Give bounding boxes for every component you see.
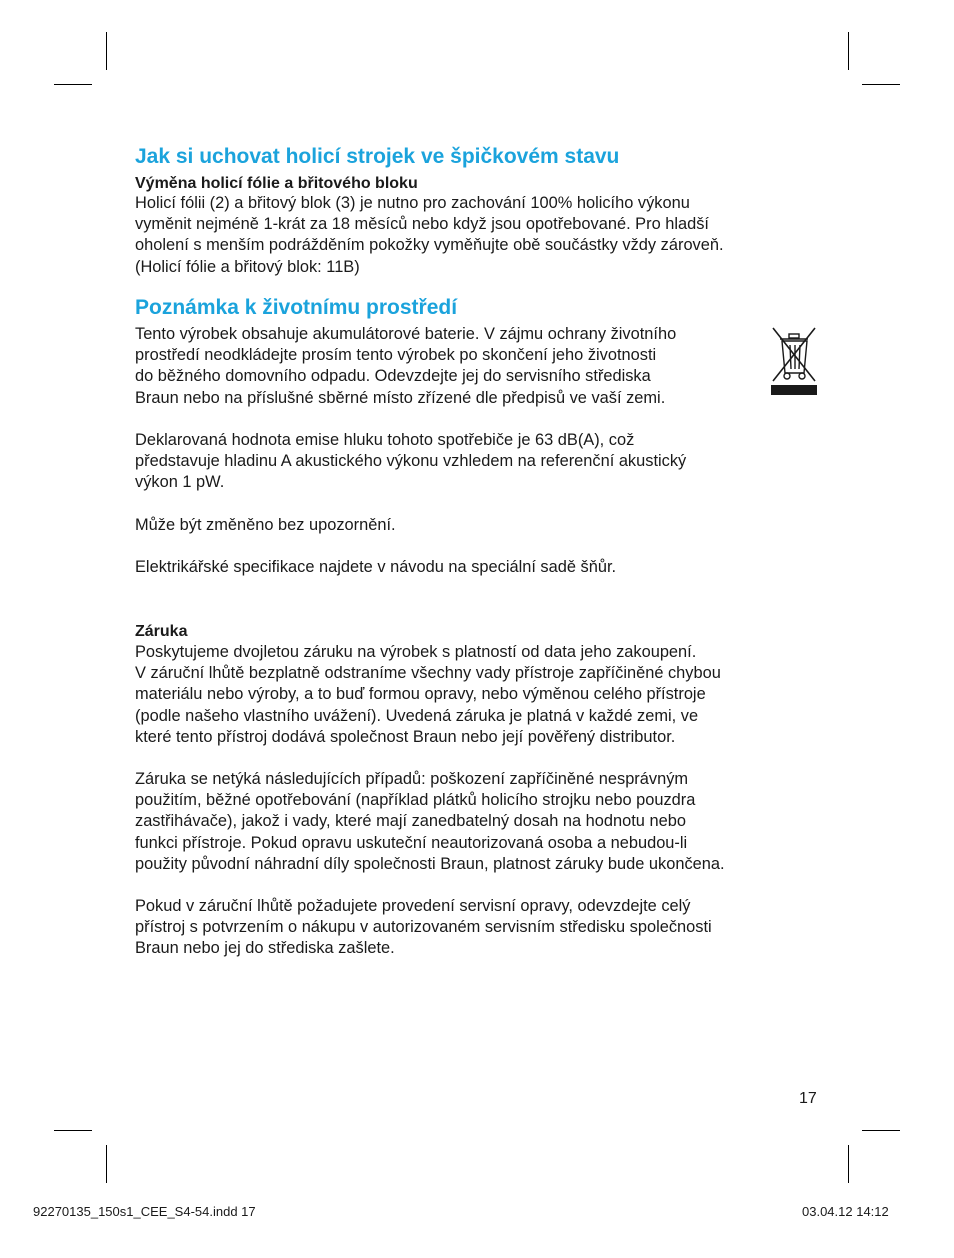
environment-paragraph	[135, 324, 676, 409]
crop-mark	[848, 1145, 849, 1183]
crop-mark	[106, 32, 107, 70]
text-line: (podle našeho vlastního uvážení). Uvedená záruka je platná v každé zemi, ve	[135, 706, 699, 725]
warranty-paragraph-3	[135, 896, 712, 960]
crop-mark	[848, 32, 849, 70]
text-line: Záruka se netýká následujících případů: poškození zapříčiněné nesprávným	[135, 770, 689, 788]
text-line: představuje hladinu A akustického výkonu vzhledem na referenční akustický	[135, 452, 687, 471]
text-line: Braun nebo jej do střediska zašlete.	[135, 939, 395, 958]
text-line: použity původní náhradní díly společnosti Braun, platnost záruky bude ukončena.	[135, 854, 725, 873]
maintenance-paragraph	[135, 193, 724, 278]
warranty-title: Záruka	[135, 623, 188, 640]
noise-paragraph	[135, 430, 686, 494]
change-notice	[135, 515, 396, 536]
text-line: Holicí fólii (2) a břitový blok (3) je nutno pro zachování 100% holicího výkonu	[135, 194, 690, 212]
text-line: Pokud v záruční lhůtě požadujete provedení servisní opravy, odevzdejte celý	[135, 897, 691, 915]
text-line: funkci přístroje. Pokud opravu uskuteční neautorizovaná osoba a nebudou-li	[135, 833, 688, 852]
text-line: Braun nebo na příslušné sběrné místo zřízené dle předpisů ve vaší zemi.	[135, 388, 666, 407]
text-line: výkon 1 pW.	[135, 473, 225, 492]
section-title-environment: Poznámka k životnímu prostředí	[135, 296, 458, 319]
crop-mark	[54, 1130, 92, 1131]
crossed-out-wheelie-bin-icon	[770, 325, 818, 397]
text-line: přístroj s potvrzením o nákupu v autorizovaném servisním středisku společnosti	[135, 918, 712, 937]
text-line: Deklarovaná hodnota emise hluku tohoto spotřebiče je 63 dB(A), což	[135, 431, 635, 449]
text-line: vyměnit nejméně 1-krát za 18 měsíců nebo když jsou opotřebované. Pro hladší	[135, 215, 709, 234]
text-line: materiálu nebo výroby, a to buď formou opravy, nebo výměnou celého přístroje	[135, 685, 706, 704]
text-line: Poskytujeme dvojletou záruku na výrobek s platností od data jeho zakoupení.	[135, 643, 697, 661]
text-line: do běžného domovního odpadu. Odevzdejte jej do servisního střediska	[135, 367, 651, 386]
text-line: V záruční lhůtě bezplatně odstraníme všechny vady přístroje zapříčiněné chybou	[135, 664, 721, 683]
crop-mark	[54, 84, 92, 85]
crop-mark	[106, 1145, 107, 1183]
text-line: použitím, běžné opotřebování (například plátků holicího strojku nebo pouzdra	[135, 791, 696, 810]
text-line: zastřihávače), jakož i vady, které mají zanedbatelný dosah na hodnotu nebo	[135, 812, 686, 831]
warranty-paragraph-1	[135, 642, 721, 748]
text-line: které tento přístroj dodává společnost Braun nebo její pověřený distributor.	[135, 727, 676, 746]
crop-mark	[862, 84, 900, 85]
text-line: (Holicí fólie a břitový blok: 11B)	[135, 257, 360, 276]
page-number: 17	[799, 1090, 817, 1107]
text-line: oholení s menším podrážděním pokožky vyměňujte obě součástky vždy zároveň.	[135, 236, 724, 255]
electrical-notice	[135, 557, 616, 578]
footer-date-info: 03.04.12 14:12	[802, 1204, 889, 1219]
text-line: Tento výrobek obsahuje akumulátorové baterie. V zájmu ochrany životního	[135, 325, 677, 343]
section-title-maintenance: Jak si uchovat holicí strojek ve špičkovém stavu	[135, 145, 620, 168]
text-line: Může být změněno bez upozornění.	[135, 516, 396, 534]
warranty-paragraph-2	[135, 769, 725, 875]
text-line: Elektrikářské specifikace najdete v návodu na speciální sadě šňůr.	[135, 558, 617, 576]
subsection-title-replacement: Výměna holicí fólie a břitového bloku	[135, 175, 418, 192]
crop-mark	[862, 1130, 900, 1131]
footer-file-info: 92270135_150s1_CEE_S4-54.indd 17	[33, 1204, 256, 1219]
text-line: prostředí neodkládejte prosím tento výrobek po skončení jeho životnosti	[135, 346, 657, 365]
